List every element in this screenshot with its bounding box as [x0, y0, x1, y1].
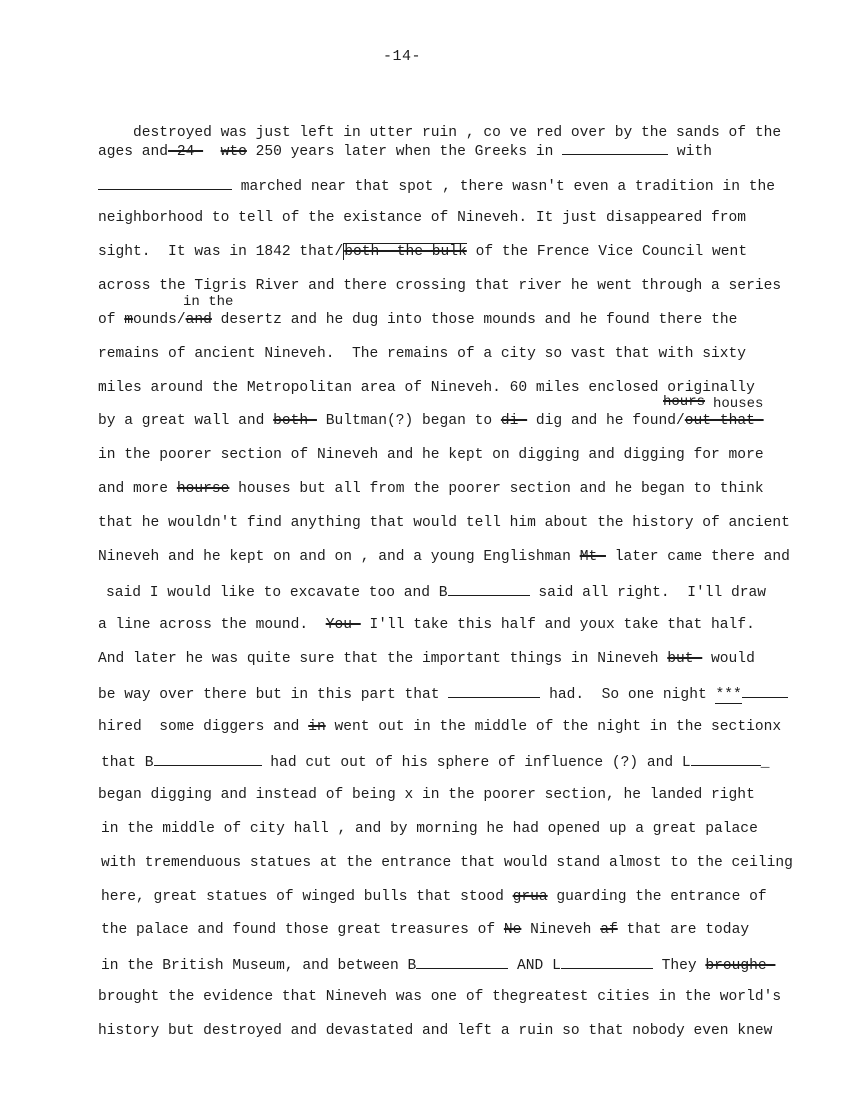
text-line-20: that B had cut out of his sphere of influence (?) and L _ — [101, 752, 769, 772]
text-line-11: in the poorer section of Nineveh and he kept on digging and digging for more — [98, 447, 764, 463]
blank-line — [416, 955, 508, 969]
text-line-18: be way over there but in this part that had. So one night *** — [98, 684, 788, 704]
text-line-9: miles around the Metropolitan area of Nineveh. 60 miles enclosed originally — [98, 380, 755, 396]
text-line-15: said I would like to excavate too and B said all right. I'll draw — [106, 582, 766, 602]
blank-line — [742, 684, 788, 698]
text-line-10: by a great wall and both- Bultman(?) began to di- dig and he found/out that- — [98, 413, 764, 429]
text-line-5: sight. It was in 1842 that/both- the bulk of the Frence Vice Council went — [98, 244, 748, 260]
blank-line — [561, 955, 653, 969]
text-line-22: in the middle of city hall , and by morning he had opened up a great palace — [101, 821, 758, 837]
text-line-17: And later he was quite sure that the important things in Nineveh but- would — [98, 651, 755, 667]
text-line-26: in the British Museum, and between B AND L They broughe- — [101, 955, 775, 975]
text-line-2: ages and-24- wto 250 years later when the Greeks in with — [98, 141, 712, 161]
blank-line — [691, 752, 761, 766]
text-line-27: brought the evidence that Nineveh was one of thegreatest cities in the world's — [98, 989, 782, 1005]
page-number: -14- — [383, 48, 422, 65]
text-line-1: destroyed was just left in utter ruin , co ve red over by the sands of the — [133, 125, 782, 141]
text-line-19: hired some diggers and in went out in the middle of the night in the sectionx — [98, 719, 782, 735]
text-line-23: with tremenduous statues at the entrance that would stand almost to the ceiling — [101, 855, 793, 871]
blank-line — [154, 752, 262, 766]
interlinear-in-the: in the — [183, 294, 234, 310]
text-line-25: the palace and found those great treasures of Ne Nineveh af that are today — [101, 922, 750, 938]
text-line-24: here, great statues of winged bulls that stood grua guarding the entrance of — [101, 889, 767, 905]
blank-line — [448, 684, 540, 698]
text-line-7: of mounds/and desertz and he dug into those mounds and he found there the — [98, 312, 738, 328]
text-line-28: history but destroyed and devastated and left a ruin so that nobody even knew — [98, 1023, 773, 1039]
text-line-12: and more hourse houses but all from the poorer section and he began to think — [98, 481, 764, 497]
blank-line — [562, 141, 668, 155]
text-line-14: Nineveh and he kept on and on , and a young Englishman Mt- later came there and — [98, 549, 790, 565]
interlinear-hours-struck: hours — [663, 394, 706, 410]
blank-line — [448, 582, 530, 596]
text-line-21: began digging and instead of being x in the poorer section, he landed right — [98, 787, 755, 803]
text-line-6: across the Tigris River and there crossing that river he went through a series — [98, 278, 782, 294]
text-line-16: a line across the mound. You- I'll take this half and youx take that half. — [98, 617, 755, 633]
text-line-3: marched near that spot , there wasn't even a tradition in the — [98, 176, 775, 196]
interlinear-houses: houses — [713, 396, 764, 412]
text-line-4: neighborhood to tell of the existance of Nineveh. It just disappeared from — [98, 210, 747, 226]
text-line-13: that he wouldn't find anything that would tell him about the history of ancient — [98, 515, 790, 531]
text-line-8: remains of ancient Nineveh. The remains of a city so vast that with sixty — [98, 346, 747, 362]
blank-line — [98, 176, 232, 190]
